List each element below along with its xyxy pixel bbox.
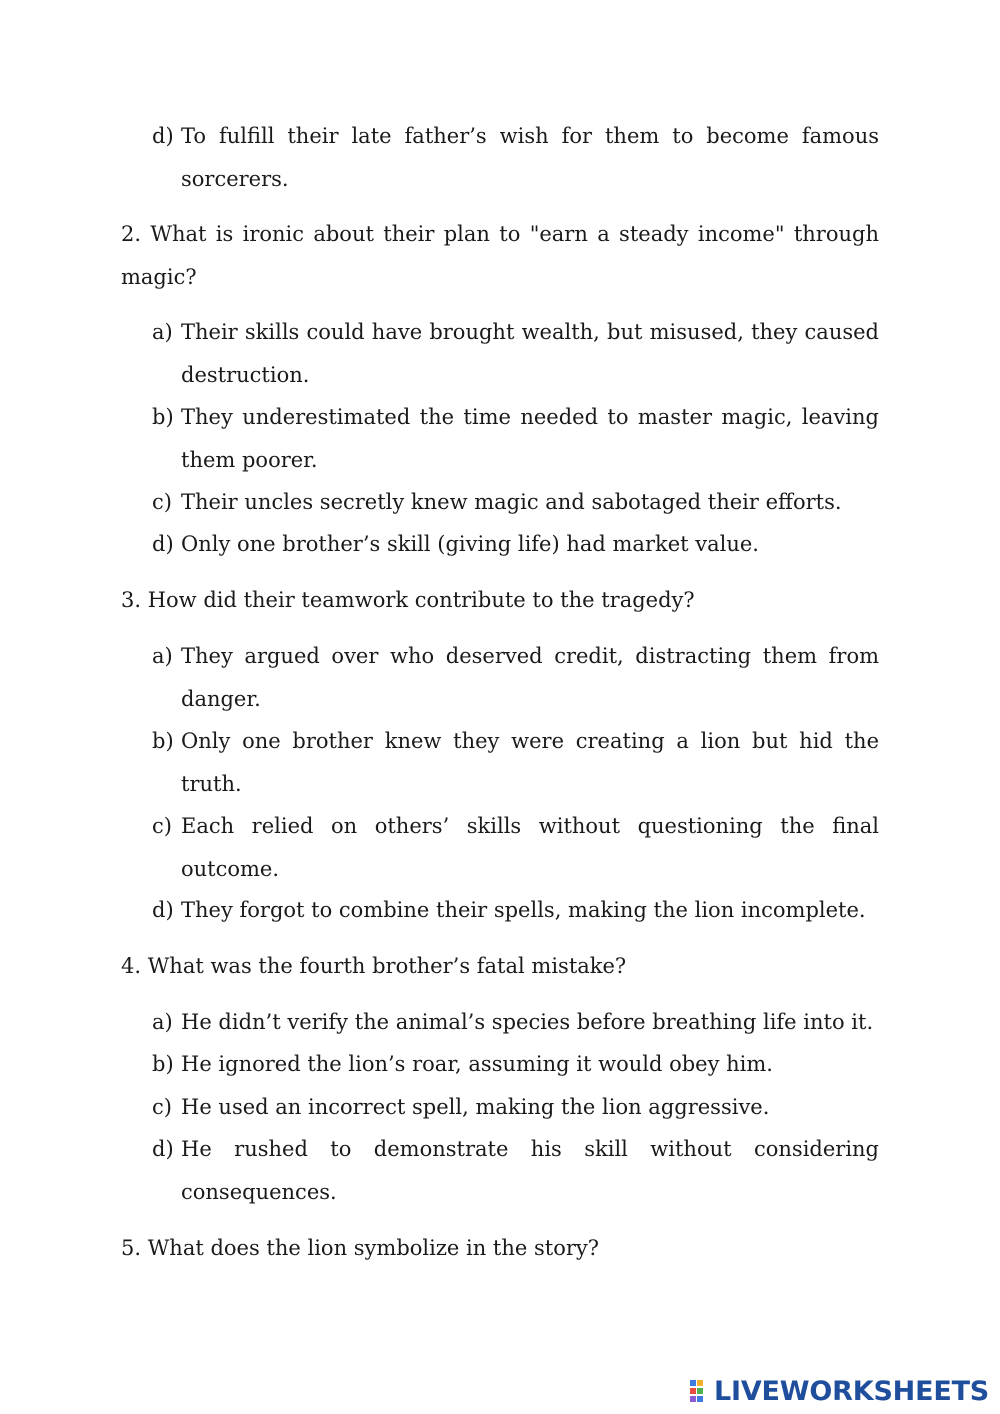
q2-option-d — [152, 523, 879, 566]
option-text: They forgot to combine their spells, making the lion incomplete. — [181, 898, 866, 922]
q4-option-d — [152, 1128, 879, 1213]
option-letter: c) — [152, 814, 172, 838]
option-letter: b) — [152, 729, 174, 753]
option-letter: a) — [152, 1010, 173, 1034]
question-2-prompt: 2. What is ironic about their plan to "earn a steady income" through magic? — [121, 222, 879, 289]
option-text: He didn’t verify the animal’s species before breathing life into it. — [181, 1010, 874, 1034]
option-letter: c) — [152, 490, 172, 514]
q4-option-b — [152, 1043, 879, 1086]
option-text: Only one brother’s skill (giving life) had market value. — [181, 532, 759, 556]
option-text: Their uncles secretly knew magic and sabotaged their efforts. — [181, 490, 842, 514]
question-5-prompt: 5. What does the lion symbolize in the story? — [121, 1236, 600, 1260]
option-letter: a) — [152, 644, 173, 668]
question-3-prompt: 3. How did their teamwork contribute to the tragedy? — [121, 588, 695, 612]
q3-option-c — [152, 805, 879, 890]
q2-option-b — [152, 396, 879, 481]
option-text: He rushed to demonstrate his skill without considering consequences. — [181, 1137, 879, 1204]
option-letter: d) — [152, 1137, 174, 1161]
option-letter: b) — [152, 1052, 174, 1076]
option-text: Their skills could have brought wealth, but misused, they caused destruction. — [181, 320, 879, 387]
q4-option-a — [152, 1001, 879, 1044]
q2-option-a — [152, 311, 879, 396]
option-text: He used an incorrect spell, making the lion aggressive. — [181, 1095, 770, 1119]
question-4-prompt: 4. What was the fourth brother’s fatal mistake? — [121, 954, 627, 978]
q3-option-a — [152, 635, 879, 720]
option-letter: b) — [152, 405, 174, 429]
q1-option-d — [152, 115, 879, 200]
option-text: They underestimated the time needed to master magic, leaving them poorer. — [181, 405, 879, 472]
liveworksheets-logo — [690, 1373, 989, 1409]
option-text: They argued over who deserved credit, distracting them from danger. — [181, 644, 879, 711]
option-letter: d) — [152, 532, 174, 556]
option-text: To fulfill their late father’s wish for them to become famous sorcerers. — [181, 124, 879, 191]
q2-option-c — [152, 481, 879, 524]
option-letter: d) — [152, 124, 174, 148]
option-letter: a) — [152, 320, 173, 344]
option-text: Each relied on others’ skills without questioning the final outcome. — [181, 814, 879, 881]
option-letter: c) — [152, 1095, 172, 1119]
option-text: He ignored the lion’s roar, assuming it would obey him. — [181, 1052, 773, 1076]
q4-option-c — [152, 1086, 879, 1129]
q3-option-d — [152, 889, 879, 932]
q3-option-b — [152, 720, 879, 805]
option-letter: d) — [152, 898, 174, 922]
logo-text: LIVEWORKSHEETS — [714, 1375, 990, 1407]
liveworksheets-logo-icon — [690, 1378, 712, 1404]
option-text: Only one brother knew they were creating a lion but hid the truth. — [181, 729, 879, 796]
